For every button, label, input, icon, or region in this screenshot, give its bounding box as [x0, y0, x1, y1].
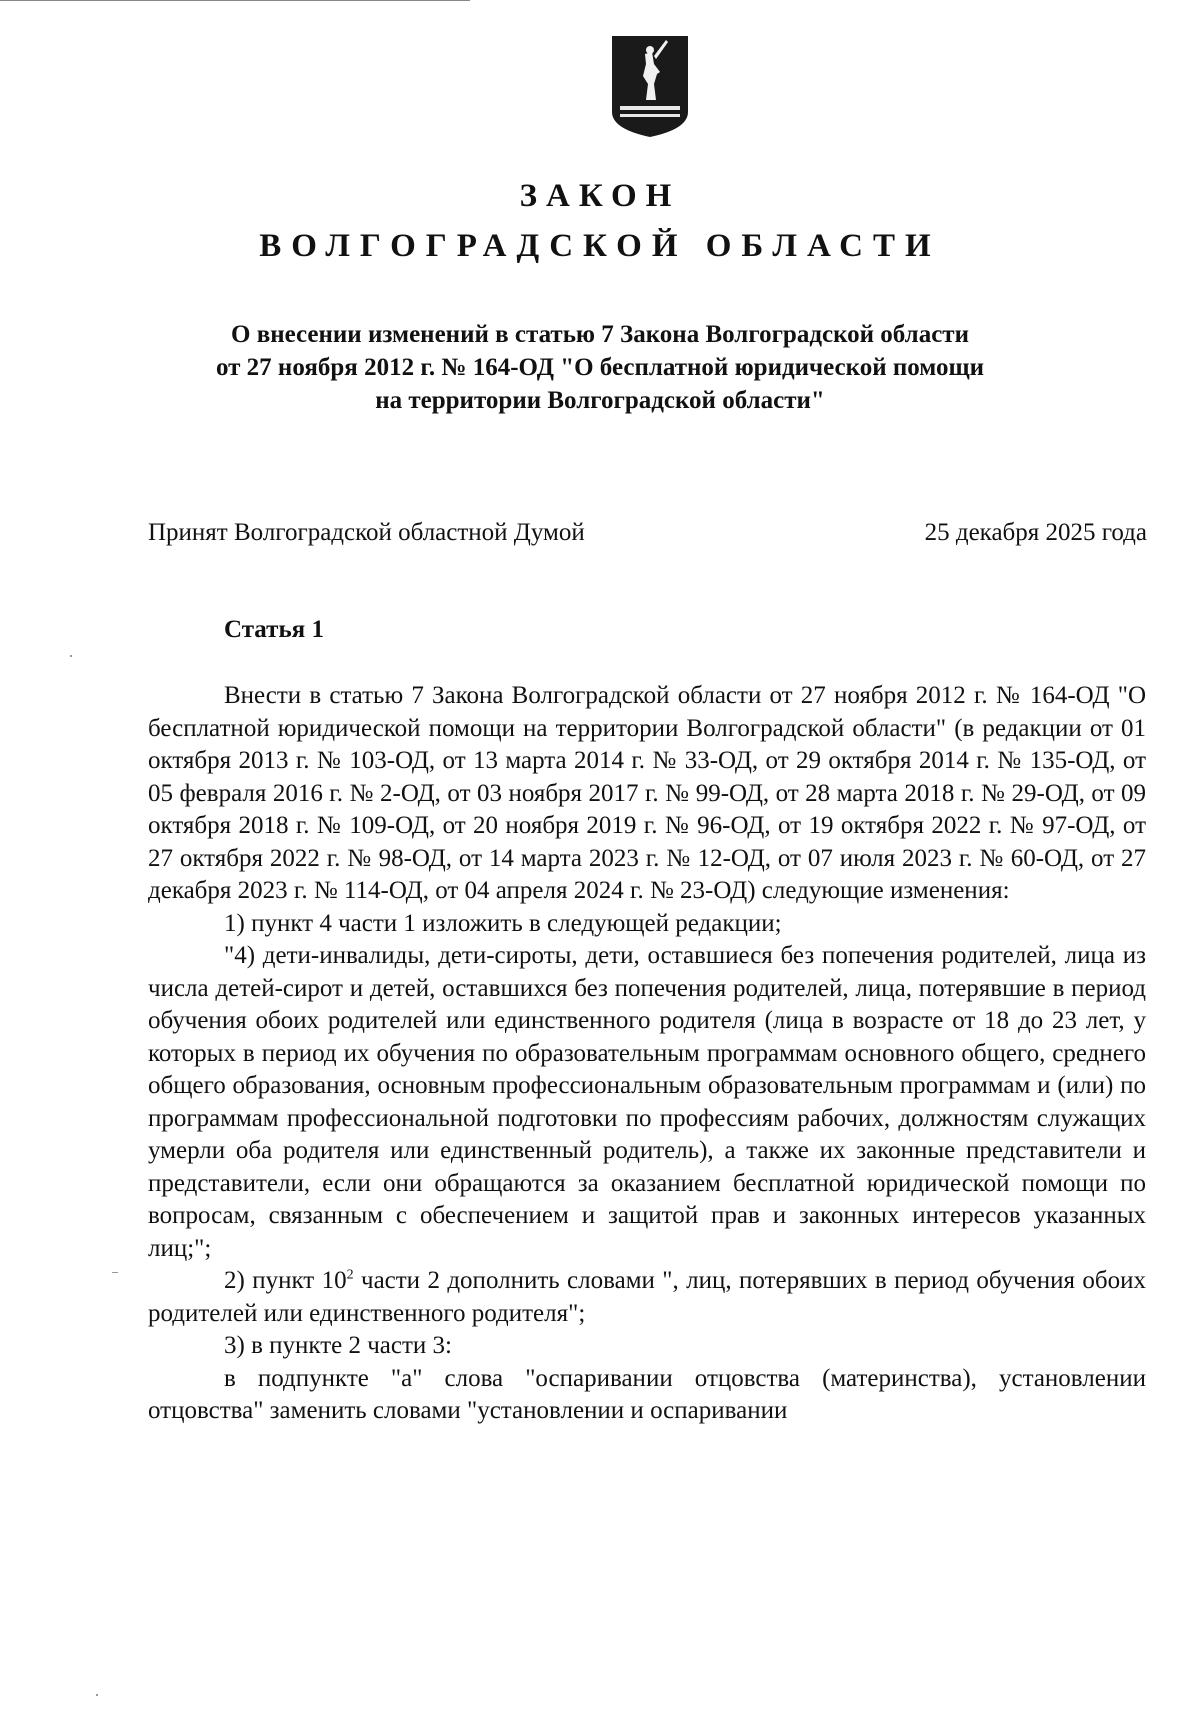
paragraph: "4) дети-инвалиды, дети-сироты, дети, оставшиеся без попечения родителей, лица из числа детей-сирот и детей, оставшихся без попечения родителей, лица, потерявшие в период обучения обоих родителей или единственного родителя (лица в возрасте от 18 до 23 лет, у которых в период их обучения по образовательным программам основного общего, среднего общего образования, основным профессиональным образовательным программам и (или) по программам профессиональной подготовки по профессиям рабочих, должностям служащих умерли оба родителя или единственный родитель), а также их законные представители и представители, если они обращаются за оказанием бесплатной юридической помощи по вопросам, связанным с обеспечением и защитой прав и законных интересов указанных лиц;";	[148, 942, 1146, 1262]
paragraph: 1) пункт 4 части 1 изложить в следующей редакции;	[224, 909, 782, 937]
paragraph	[148, 1265, 1146, 1330]
article-heading: Статья 1	[224, 616, 324, 643]
scan-speck	[112, 1272, 118, 1273]
paragraph: в подпункте "а" слова "оспаривании отцовства (материнства), установлении отцовства" заменить словами "установлении и оспаривании	[148, 1364, 1146, 1424]
paragraph: Внести в статью 7 Закона Волгоградской области от 27 ноября 2012 г. № 164-ОД "О бесплатной юридической помощи на территории Волгоградской области" (в редакции от 01 октября 2013 г. № 103-ОД, от 13 марта 2014 г. № 33-ОД, от 29 октября 2014 г. № 135-ОД, от 05 февраля 2016 г. № 2-ОД, от 03 ноября 2017 г. № 99-ОД, от 28 марта 2018 г. № 29-ОД, от 09 октября 2018 г. № 109-ОД, от 20 ноября 2019 г. № 96-ОД, от 19 октября 2022 г. № 97-ОД, от 27 октября 2022 г. № 98-ОД, от 14 марта 2023 г. № 12-ОД, от 07 июля 2023 г. № 60-ОД, от 27 декабря 2023 г. № 114-ОД, от 04 апреля 2024 г. № 23-ОД) следующие изменения:	[148, 682, 1146, 904]
paragraph: 3) в пункте 2 части 3:	[224, 1332, 452, 1359]
law-title: ЗАКОН	[519, 178, 681, 214]
subtitle-line: от 27 ноября 2012 г. № 164-ОД "О бесплатной юридической помощи	[215, 354, 984, 381]
item2-text-end: части 2 дополнить словами ", лиц, потерявших в период обучения обоих родителей или единственного родителя";	[148, 1267, 1146, 1327]
item2-text-start: 2) пункт 10	[224, 1267, 347, 1294]
scan-speck	[70, 655, 72, 657]
coat-of-arms-icon	[610, 34, 690, 139]
adopted-date: 25 декабря 2025 года	[924, 519, 1147, 546]
adoption-line	[148, 519, 1147, 547]
superscript: 2	[346, 1267, 354, 1283]
scan-edge-line	[0, 0, 470, 1]
adopted-by: Принят Волгоградской областной Думой	[148, 519, 585, 546]
law-region-title: ВОЛГОГРАДСКОЙ ОБЛАСТИ	[259, 228, 941, 264]
subtitle-line: на территории Волгоградской области"	[375, 387, 825, 414]
law-subtitle	[150, 318, 1050, 417]
subtitle-line: О внесении изменений в статью 7 Закона Волгоградской области	[231, 321, 969, 348]
scan-speck	[96, 1694, 98, 1696]
article-body	[148, 680, 1146, 1428]
